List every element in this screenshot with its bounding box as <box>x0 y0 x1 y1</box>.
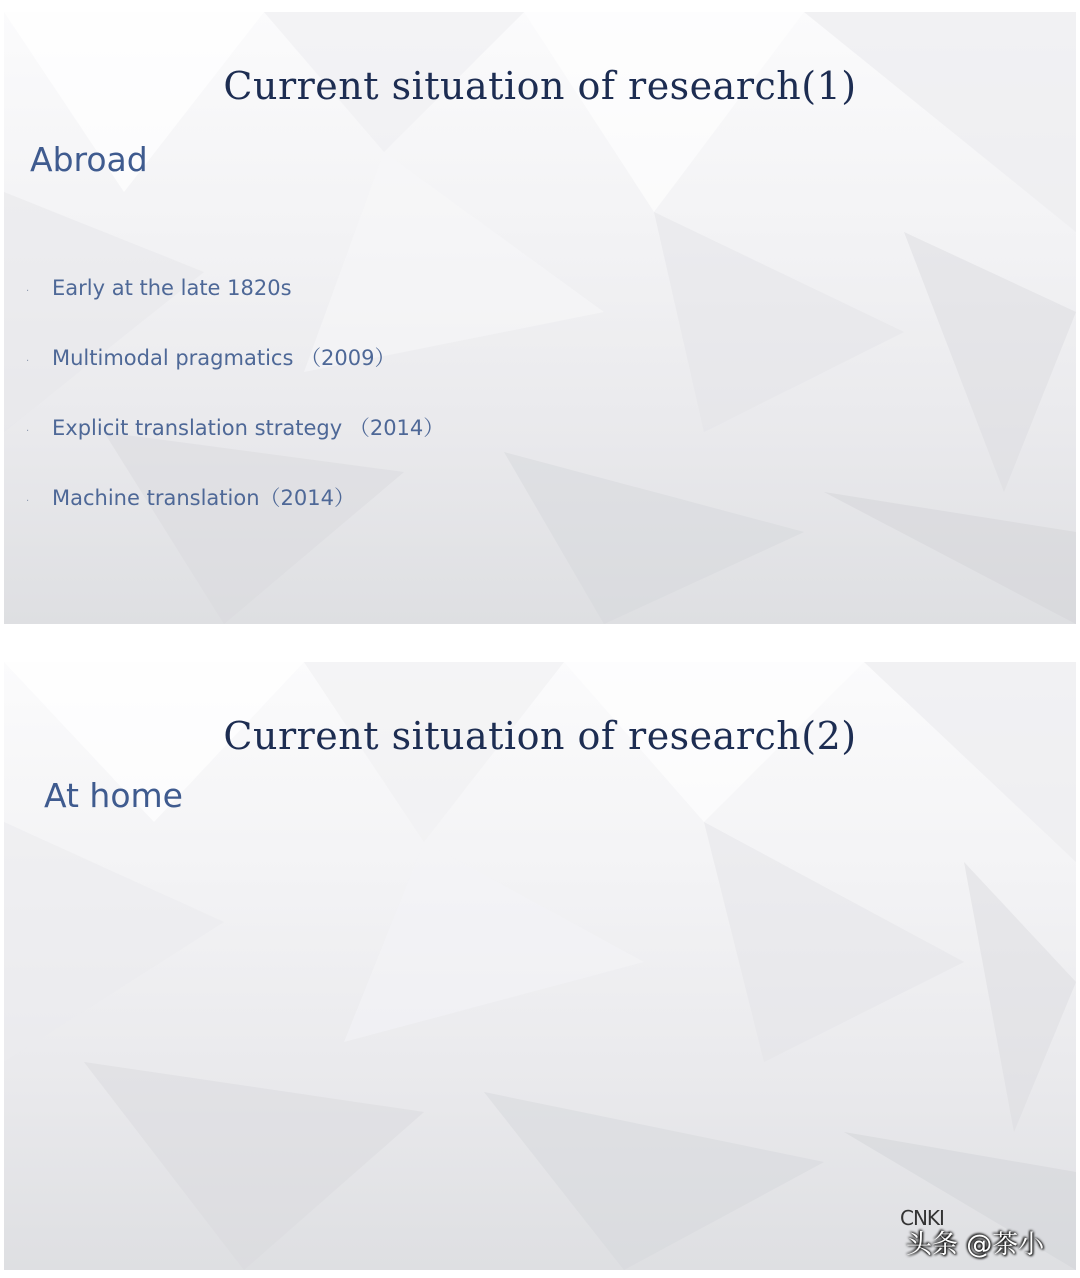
bullet-icon: · <box>26 426 30 437</box>
watermark-text: 头条 @茶小 <box>906 1230 1045 1260</box>
slide-title: Current situation of research(2) <box>223 714 857 758</box>
section-heading-at-home: At home <box>44 776 183 815</box>
list-item <box>22 414 444 484</box>
list-item <box>22 344 444 414</box>
bullet-list <box>22 274 444 554</box>
list-item <box>22 274 444 344</box>
watermark <box>898 1206 1068 1262</box>
list-item <box>22 484 444 554</box>
section-heading-abroad: Abroad <box>30 140 148 179</box>
bullet-icon: · <box>26 496 30 507</box>
bullet-icon: · <box>26 356 30 367</box>
bullet-icon: · <box>26 286 30 297</box>
slide-1 <box>4 12 1076 624</box>
slide-title: Current situation of research(1) <box>223 64 857 108</box>
bullet-text: Multimodal pragmatics （2009） <box>52 346 396 370</box>
bullet-text: Early at the late 1820s <box>52 276 292 300</box>
slide-2 <box>4 662 1076 1270</box>
bullet-text: Machine translation（2014） <box>52 486 355 510</box>
watermark-source: CNKI <box>900 1206 944 1230</box>
bullet-text: Explicit translation strategy （2014） <box>52 416 445 440</box>
